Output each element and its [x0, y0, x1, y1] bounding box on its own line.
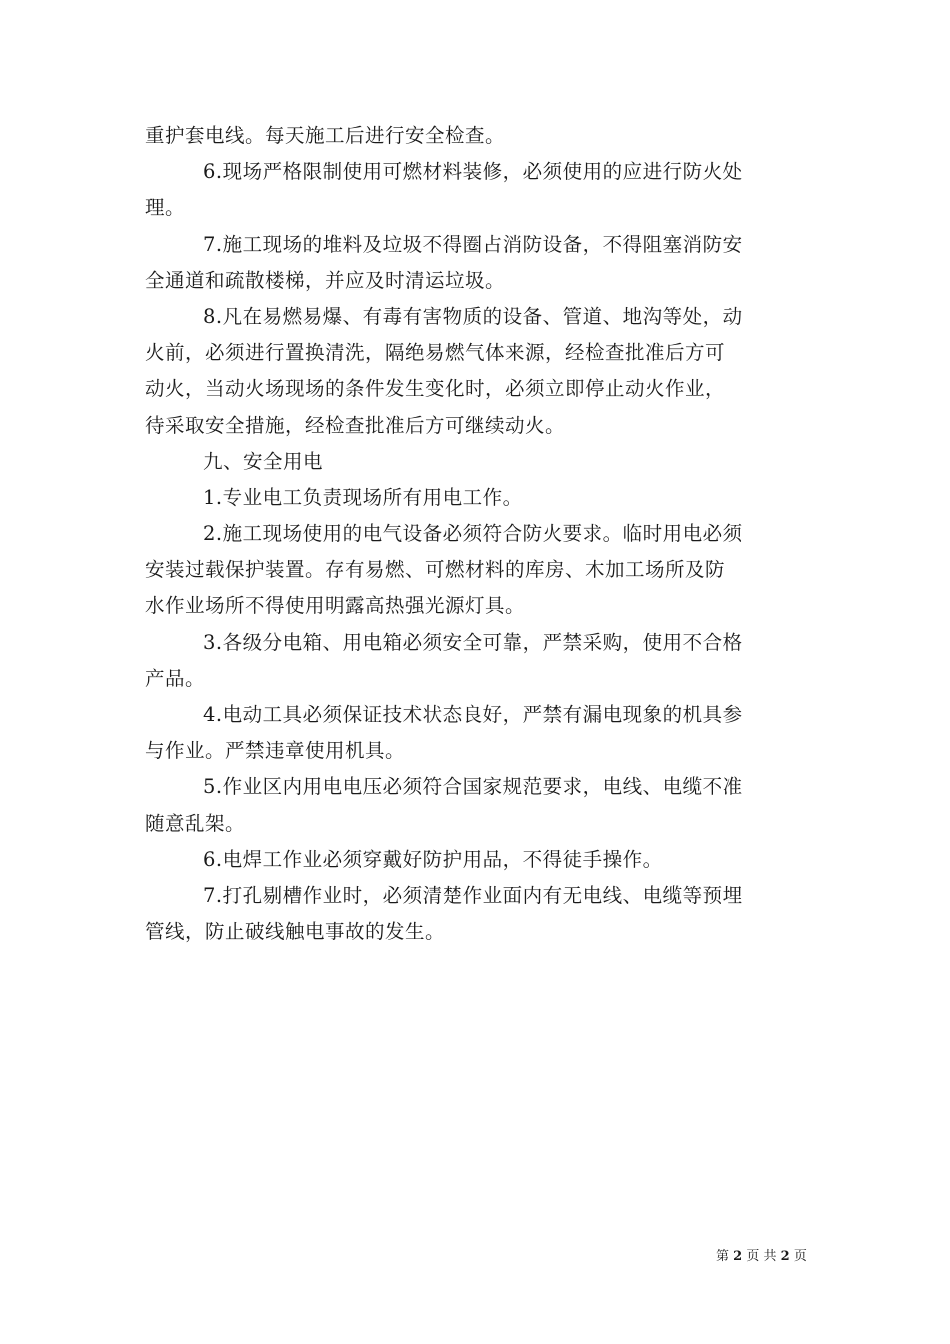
- body-text: [145, 118, 810, 950]
- page-number-footer: [716, 1248, 807, 1266]
- section-heading: 九、安全用电: [203, 449, 324, 473]
- text-line: 与作业。严禁违章使用机具。: [145, 739, 406, 763]
- text-line: 2.施工现场使用的电气设备必须符合防火要求。临时用电必须: [203, 522, 743, 546]
- text-line: 7.打孔剔槽作业时，必须清楚作业面内有无电线、电缆等预埋: [203, 883, 743, 907]
- text-line: 7.施工现场的堆料及垃圾不得圈占消防设备，不得阻塞消防安: [203, 232, 743, 256]
- text-line: 产品。: [145, 666, 206, 690]
- text-line: 待采取安全措施，经检查批准后方可继续动火。: [145, 413, 566, 437]
- text-line: 管线，防止破线触电事故的发生。: [145, 920, 446, 944]
- text-line: 全通道和疏散楼梯，并应及时清运垃圾。: [145, 268, 506, 292]
- text-line: 5.作业区内用电电压必须符合国家规范要求，电线、电缆不准: [203, 775, 743, 799]
- total-pages-number: 2: [780, 1249, 790, 1264]
- text-line: 火前，必须进行置换清洗，隔绝易燃气体来源，经检查批准后方可: [145, 341, 726, 365]
- text-line: 理。: [145, 196, 186, 220]
- footer-prefix: 第: [716, 1249, 730, 1264]
- text-line: 安装过载保护装置。存有易燃、可燃材料的库房、木加工场所及防: [145, 558, 726, 582]
- current-page-number: 2: [733, 1249, 743, 1264]
- text-line: 重护套电线。每天施工后进行安全检查。: [145, 124, 506, 147]
- footer-middle: 页 共: [746, 1249, 777, 1264]
- text-line: 6.电焊工作业必须穿戴好防护用品，不得徒手操作。: [203, 847, 663, 871]
- footer-suffix: 页: [793, 1249, 807, 1264]
- text-line: 水作业场所不得使用明露高热强光源灯具。: [145, 594, 526, 618]
- text-line: 动火，当动火场现场的条件发生变化时，必须立即停止动火作业，: [145, 377, 726, 401]
- text-line: 随意乱架。: [145, 811, 246, 835]
- text-line: 4.电动工具必须保证技术状态良好，严禁有漏电现象的机具参: [203, 703, 743, 726]
- text-line: 6.现场严格限制使用可燃材料装修，必须使用的应进行防火处: [203, 160, 743, 184]
- text-line: 3.各级分电箱、用电箱必须安全可靠，严禁采购，使用不合格: [203, 630, 743, 654]
- text-line: 1.专业电工负责现场所有用电工作。: [203, 485, 523, 509]
- text-line: 8.凡在易燃易爆、有毒有害物质的设备、管道、地沟等处，动: [203, 304, 743, 328]
